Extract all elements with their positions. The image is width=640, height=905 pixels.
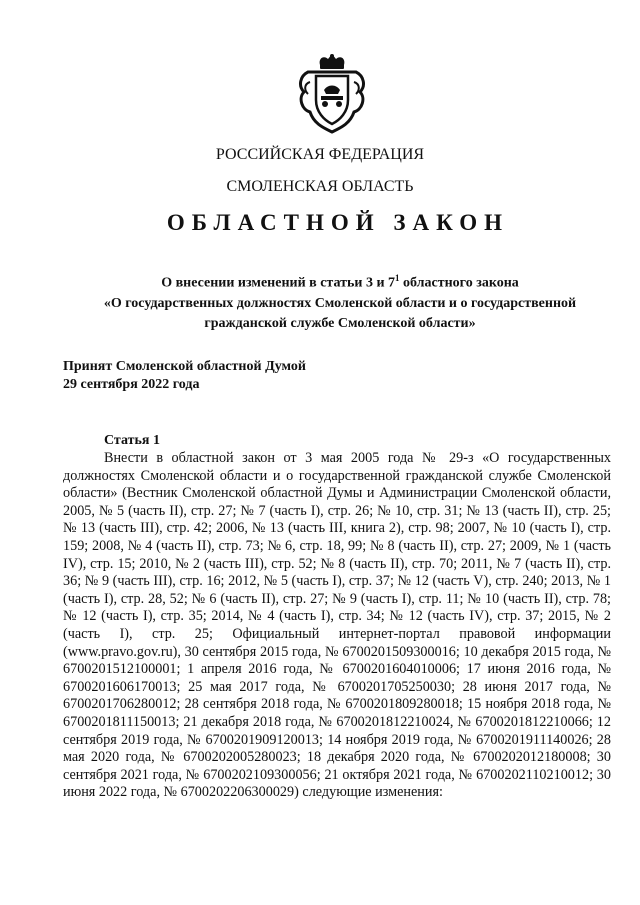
- law-title: [70, 268, 610, 334]
- article-body: [63, 450, 611, 802]
- title-superscript: 1: [395, 273, 400, 283]
- country-name: РОССИЙСКАЯ ФЕДЕРАЦИЯ: [215, 146, 425, 163]
- article-heading: Статья 1: [104, 433, 160, 448]
- coat-of-arms-icon: [294, 54, 370, 134]
- region-name: СМОЛЕНСКАЯ ОБЛАСТЬ: [226, 178, 414, 195]
- document-type: ОБЛАСТНОЙ ЗАКОН: [166, 210, 510, 235]
- adopted-by: Принят Смоленской областной Думой: [63, 359, 306, 374]
- adoption-date: 29 сентября 2022 года: [63, 377, 200, 392]
- title-line-1-text: О внесении изменений в статьи 3 и 7: [161, 275, 396, 291]
- title-line-1: [70, 268, 610, 294]
- title-line-3: гражданской службе Смоленской области»: [204, 315, 476, 331]
- title-line-2: «О государственных должностях Смоленской области и о государственной: [103, 295, 577, 311]
- title-line-1-end: областного закона: [399, 275, 519, 291]
- article-text: Внести в областной закон от 3 мая 2005 года № 29-з «О государственных должностях Смоленской области и о государственной гражданской службе Смоленской области» (Вестник Смоленской областной Думы и Администрации Смоленской области, 2005, № 5 (часть II), стр. 27; № 7 (часть I), стр. 26; № 10, стр. 31; № 13 (часть II), стр. 25; № 13 (часть III), стр. 42; 2006, № 13 (часть III, книга 2), стр. 98; 2007, № 10 (часть I), стр. 159; 2008, № 4 (часть II), стр. 73; № 6, стр. 18, 99; № 8 (часть II), стр. 27; 2009, № 1 (часть IV), стр. 15; 2010, № 2 (часть III), стр. 52; № 8 (часть II), стр. 70; 2011, № 7 (часть II), стр. 36; № 9 (часть III), стр. 16; 2012, № 5 (часть I), стр. 37; № 12 (часть V), стр. 240; 2013, № 1 (часть I), стр. 28, 52; № 6 (часть II), стр. 27; № 9 (часть I), стр. 11; № 10 (часть II), стр. 78; № 12 (часть I), стр. 35; 2014, № 4 (часть I), стр. 34; № 12 (часть IV), стр. 37; 2015, № 2 (часть I), стр. 25; Официальный интернет-портал правовой информации (www.pravo.gov.ru), 30 сентября 2015 года, № 6700201509300016; 10 декабря 2015 года, № 6700201512100001; 1 апреля 2016 года, № 6700201604010006; 17 июня 2016 года, № 6700201606170013; 25 мая 2017 года, № 6700201705250030; 28 июня 2017 года, № 6700201706280012; 28 сентября 2018 года, № 6700201809280018; 15 ноября 2018 года, № 6700201811150013; 21 декабря 2018 года, № 6700201812210024, № 6700201812210066; 12 сентября 2019 года, № 6700201909120013; 14 ноября 2019 года, № 6700201911140026; 28 мая 2020 года, № 6700202005280023; 18 декабря 2020 года, № 6700202012180008; 30 сентября 2021 года, № 6700202109300056; 21 октября 2021 года, № 6700202110210012; 30 июня 2022 года, № 6700202206300029) следующие изменения:: [63, 450, 611, 801]
- adoption-block: [63, 358, 306, 394]
